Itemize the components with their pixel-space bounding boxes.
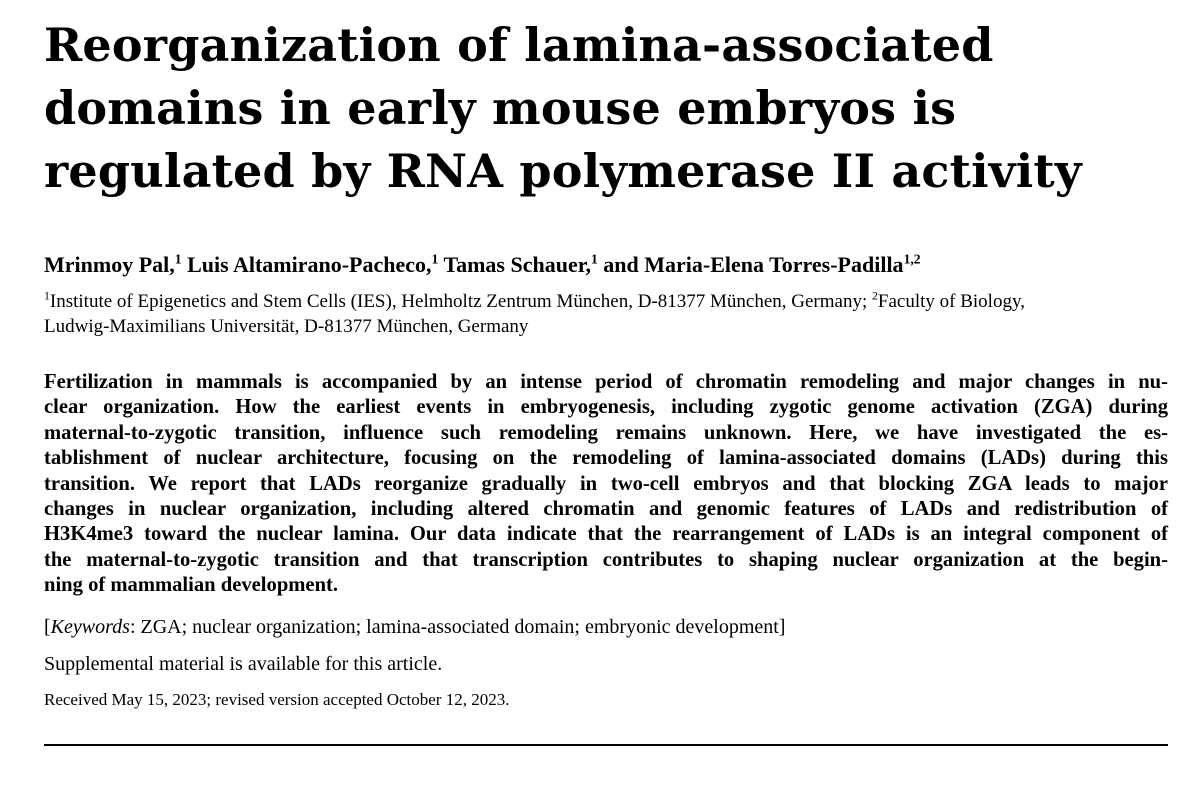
affiliation-text: Faculty of Biology, xyxy=(877,291,1025,312)
abstract-line: ning of mammalian development. xyxy=(44,574,339,597)
affiliation-text: Institute of Epigenetics and Stem Cells (IES), Helmholtz Zentrum München, D-81377 München, Germany; xyxy=(49,291,872,312)
abstract-line: the maternal-to-zygotic transition and that transcription contributes to shaping nuclear organization at the begin- xyxy=(44,548,1168,571)
affiliation-line xyxy=(44,289,1168,314)
title-line: regulated by RNA polymerase II activity xyxy=(44,144,1082,198)
article-title xyxy=(44,14,1168,203)
abstract-line: maternal-to-zygotic transition, influence such remodeling remains unknown. Here, we have investigated the es- xyxy=(44,421,1168,444)
abstract-line: transition. We report that LADs reorganize gradually in two-cell embryos and that blocking ZGA leads to major xyxy=(44,472,1168,495)
supplemental-note: Supplemental material is available for this article. xyxy=(44,652,443,675)
article-header xyxy=(44,14,1168,711)
abstract xyxy=(44,370,1168,599)
affiliation-mark: 1 xyxy=(44,289,50,303)
keywords-label: Keywords xyxy=(50,615,130,638)
keywords xyxy=(44,614,1168,640)
author-affiliation-mark: 1 xyxy=(431,251,439,267)
abstract-line: clear organization. How the earliest events in embryogenesis, including zygotic genome activation (ZGA) during xyxy=(44,396,1168,419)
author-name: Mrinmoy Pal, xyxy=(44,252,175,277)
affiliation-line: Ludwig-Maximilians Universität, D-81377 München, Germany xyxy=(44,316,529,337)
received-dates: Received May 15, 2023; revised version accepted October 12, 2023. xyxy=(44,689,510,709)
author-name: Tamas Schauer, xyxy=(443,252,591,277)
keywords-open-bracket: [ xyxy=(44,615,51,638)
author-name: Luis Altamirano-Pacheco, xyxy=(187,252,432,277)
keywords-colon: : xyxy=(129,615,141,638)
affiliations xyxy=(44,289,1168,339)
affiliation-mark: 2 xyxy=(872,289,878,303)
abstract-line: changes in nuclear organization, including altered chromatin and genomic features of LADs and redistribution of xyxy=(44,498,1168,521)
abstract-line: tablishment of nuclear architecture, focusing on the remodeling of lamina-associated domains (LADs) during this xyxy=(44,447,1168,470)
author-name: and Maria-Elena Torres-Padilla xyxy=(603,252,904,277)
abstract-line: Fertilization in mammals is accompanied by an intense period of chromatin remodeling and major changes in nu- xyxy=(44,371,1168,393)
abstract-line: H3K4me3 toward the nuclear lamina. Our data indicate that the rearrangement of LADs is an integral component of xyxy=(44,523,1168,546)
author-affiliation-mark: 1,2 xyxy=(903,251,921,267)
author-list xyxy=(44,251,1168,279)
title-line: Reorganization of lamina-associated xyxy=(44,18,994,72)
author-affiliation-mark: 1 xyxy=(174,251,182,267)
author-affiliation-mark: 1 xyxy=(590,251,598,267)
keywords-text: ZGA; nuclear organization; lamina-associated domain; embryonic development] xyxy=(140,615,786,638)
title-line: domains in early mouse embryos is xyxy=(44,81,957,135)
section-divider xyxy=(44,744,1168,746)
